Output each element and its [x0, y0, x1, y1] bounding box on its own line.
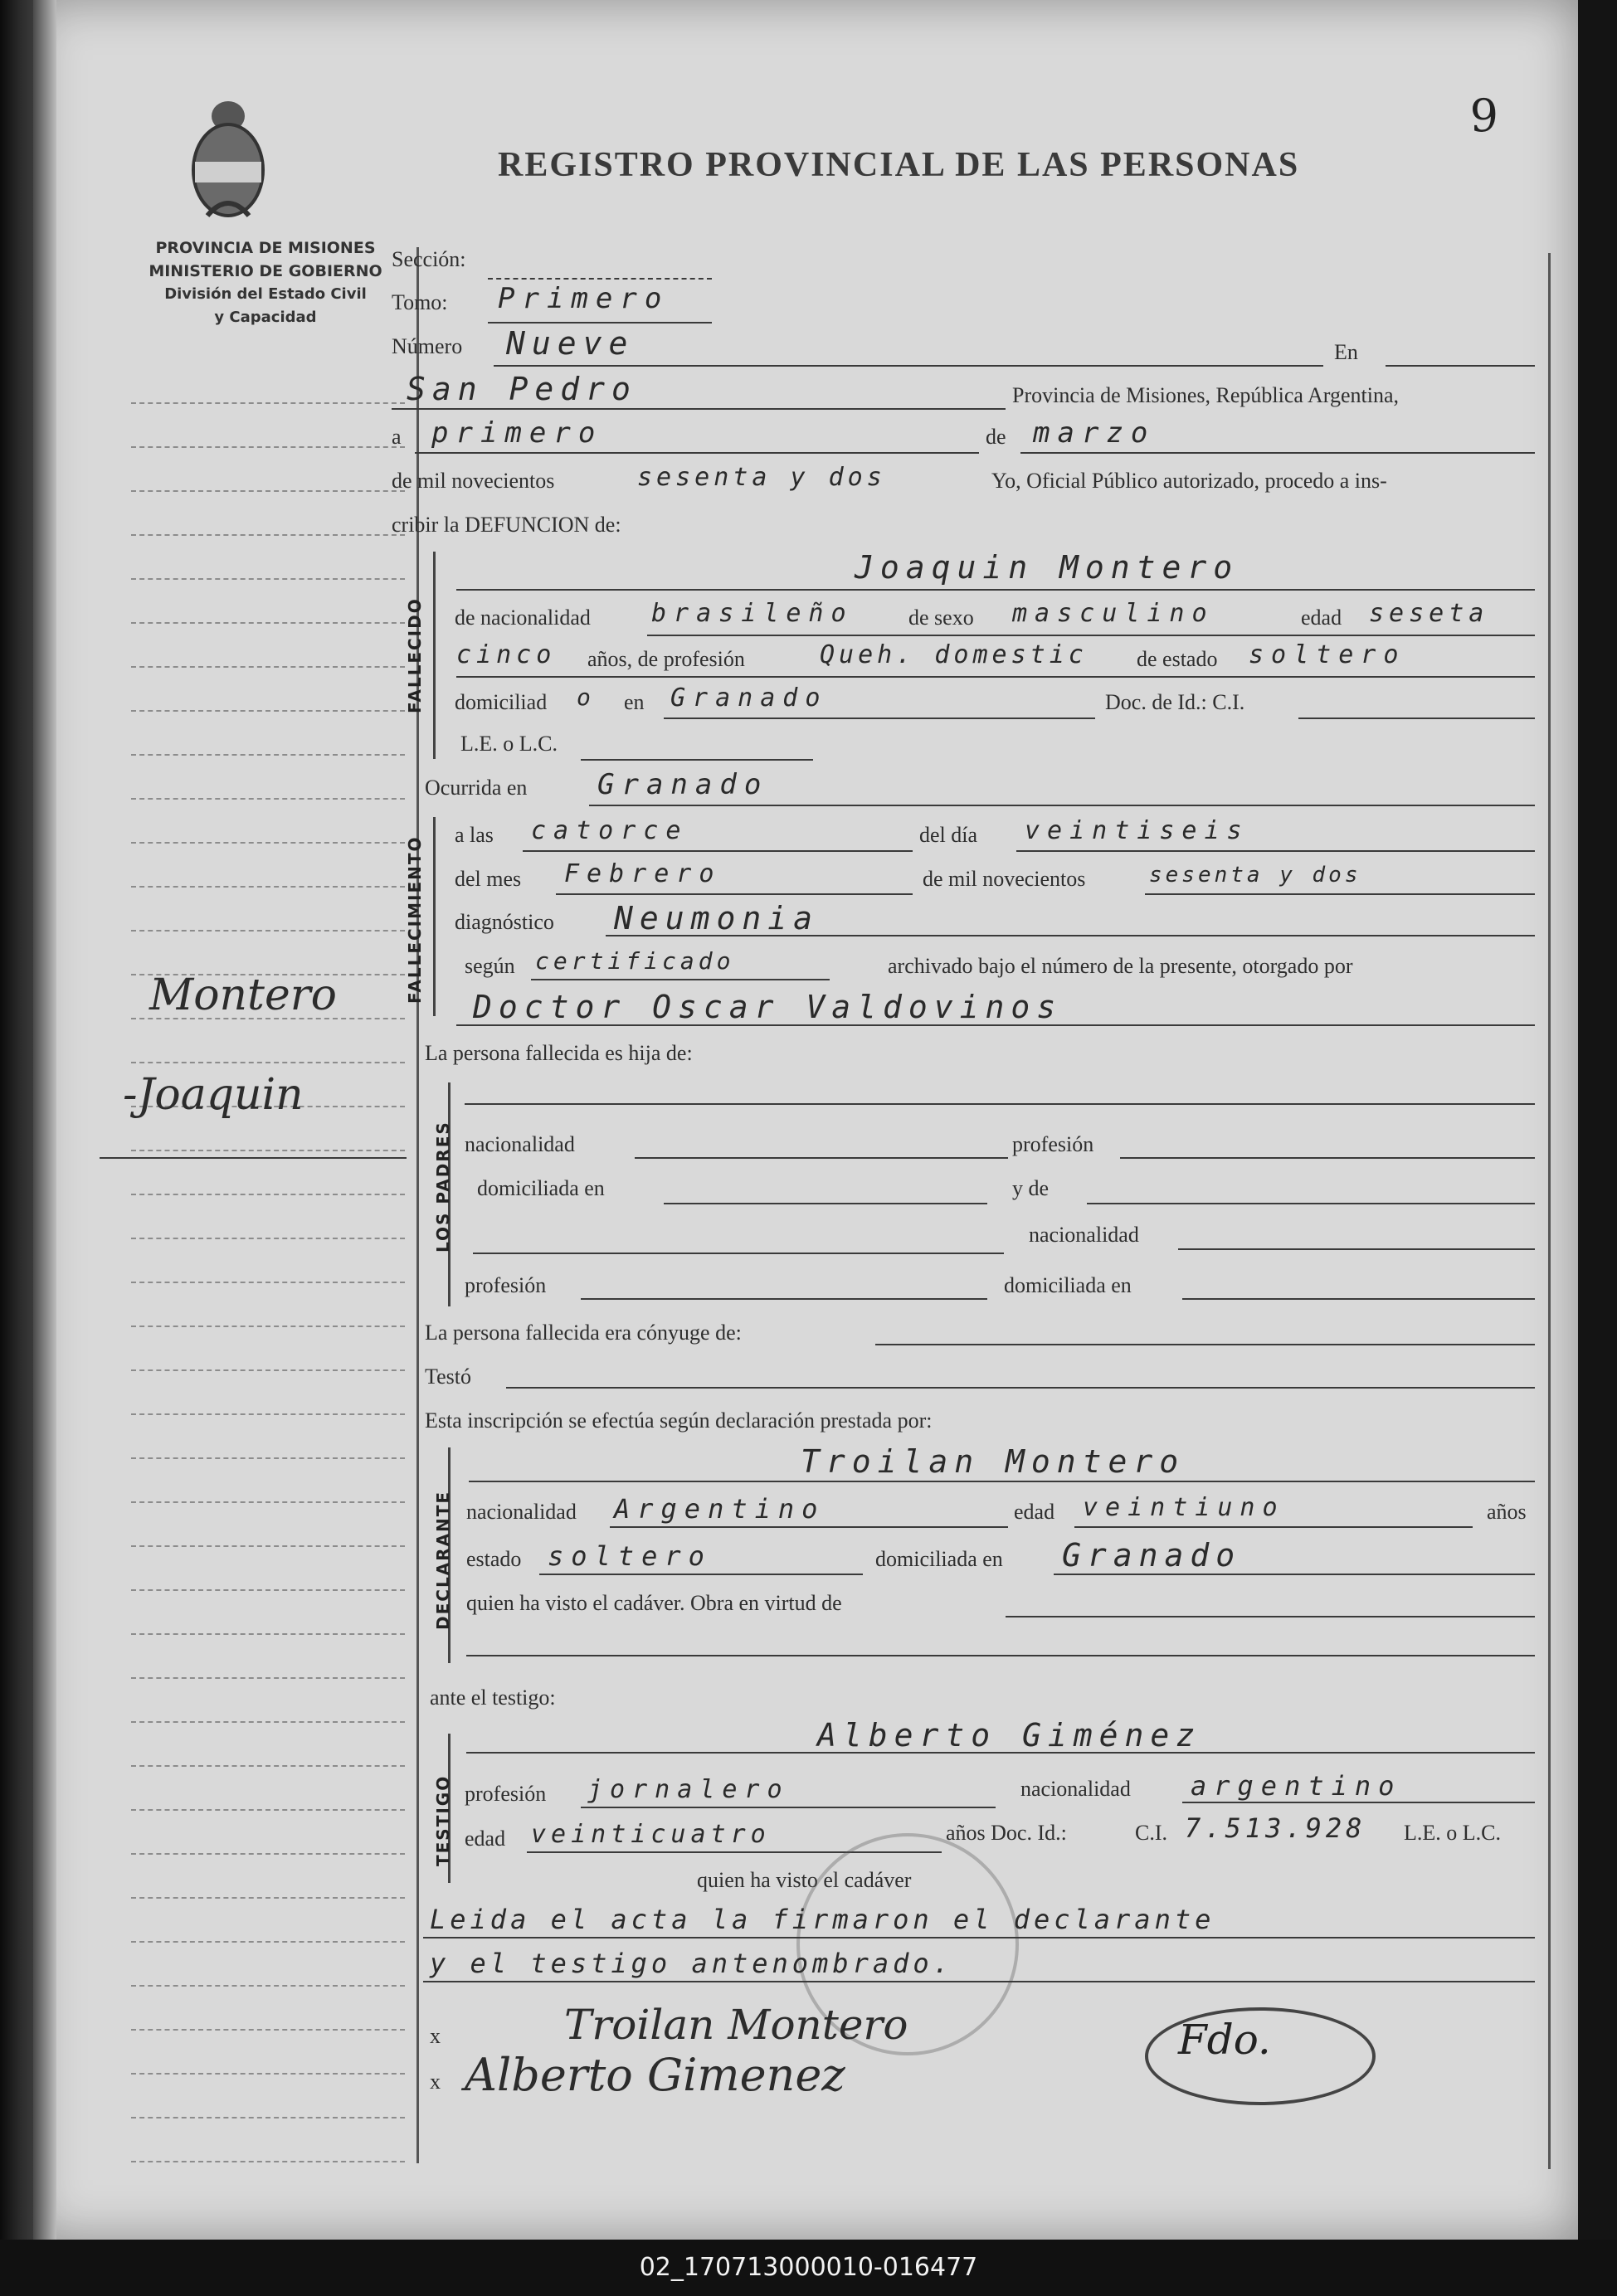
- en-label: En: [1334, 340, 1358, 364]
- margin-ruled-line: [131, 930, 405, 932]
- fallecimiento-diagnostico-label: diagnóstico: [455, 910, 554, 934]
- madre-dom-line: [1182, 1298, 1535, 1300]
- fallecimiento-bracket: [433, 817, 436, 1016]
- numero-line: [494, 365, 1323, 367]
- margin-ruled-line: [131, 1369, 405, 1371]
- fallecimiento-hora: catorce: [531, 816, 689, 845]
- fallecimiento-diagnostico: Neumonia: [614, 900, 820, 936]
- testigo-name-line: [466, 1752, 1535, 1754]
- declarante-edad: veintiuno: [1083, 1493, 1285, 1522]
- document-page: [33, 0, 1578, 2240]
- declarante-estado-label: estado: [466, 1547, 522, 1571]
- form-right-rule: [1548, 253, 1551, 2169]
- declaracion-label: Esta inscripción se efectúa según declaración prestada por:: [425, 1408, 933, 1433]
- margin-ruled-line: [131, 2073, 405, 2075]
- margin-ruled-line: [131, 1985, 405, 1987]
- margin-ruled-line: [131, 2161, 405, 2162]
- inscribir-text: cribir la DEFUNCION de:: [392, 513, 621, 537]
- fallecido-section-label: FALLECIDO: [405, 597, 425, 713]
- margin-ruled-line: [131, 1633, 405, 1635]
- declarante-visto-text: quien ha visto el cadáver. Obra en virtud de: [466, 1591, 842, 1615]
- fallecimiento-section-label: FALLECIMIENTO: [405, 835, 425, 1004]
- conyuge-line: [875, 1344, 1535, 1345]
- testigo-anos-doc-label: años Doc. Id.:: [946, 1821, 1067, 1845]
- issuer-line-2: MINISTERIO DE GOBIERNO: [149, 262, 382, 280]
- margin-ruled-line: [131, 754, 405, 756]
- testigo-nacionalidad-label: nacionalidad: [1020, 1777, 1131, 1801]
- margin-ruled-line: [131, 402, 405, 404]
- margin-ruled-line: [131, 1238, 405, 1239]
- doctor-line: [456, 1024, 1535, 1026]
- fallecido-nacionalidad: brasileño: [651, 599, 854, 628]
- fallecido-sexo: masculino: [1012, 599, 1215, 628]
- testigo-intro: ante el testigo:: [430, 1686, 556, 1710]
- fallecido-le-line: [581, 759, 813, 761]
- declarante-nacionalidad: Argentino: [614, 1493, 826, 1525]
- margin-ruled-line: [131, 1809, 405, 1811]
- fallecido-edad-2: cinco: [456, 640, 557, 669]
- de-mil-label: de mil novecientos: [392, 469, 555, 493]
- margin-underline: [100, 1157, 407, 1159]
- declarante-section-label: DECLARANTE: [433, 1490, 453, 1630]
- official-signature: Fdo.: [1178, 2016, 1271, 2064]
- closing-line-2: y el testigo antenombrado.: [430, 1948, 953, 1979]
- testigo-ci-value: 7.513.928: [1185, 1812, 1366, 1844]
- testigo-ci-label: C.I.: [1135, 1821, 1167, 1845]
- margin-ruled-line: [131, 666, 405, 668]
- ocurrida-value: Granado: [597, 768, 769, 801]
- margin-ruled-line: [131, 1413, 405, 1415]
- testigo-name: Alberto Giménez: [817, 1717, 1202, 1754]
- signature-declarante: Troilan Montero: [564, 2001, 908, 2049]
- margin-surname: Montero: [149, 970, 337, 1020]
- fallecido-name: Joaquin Montero: [855, 549, 1240, 586]
- margin-ruled-line: [131, 886, 405, 888]
- padres-profesion-label: profesión: [1012, 1132, 1094, 1156]
- numero-value: Nueve: [506, 325, 635, 362]
- margin-ruled-line: [131, 1941, 405, 1943]
- padres-domiciliada-label: domiciliada en: [477, 1176, 605, 1200]
- tomo-value: Primero: [498, 282, 670, 315]
- testigo-edad-label: edad: [465, 1827, 506, 1851]
- margin-ruled-line: [131, 578, 405, 580]
- declarante-domiciliada-label: domiciliada en: [875, 1547, 1003, 1571]
- fallecido-estado-label: de estado: [1137, 647, 1218, 671]
- fallecido-anos-profesion-label: años, de profesión: [587, 647, 745, 671]
- fallecido-profesion: Queh. domestic: [820, 640, 1088, 669]
- image-id-footer: 02_170713000010-016477: [0, 2240, 1617, 2296]
- declarante-dom-line: [1054, 1574, 1535, 1575]
- fallecido-name-line: [456, 589, 1535, 591]
- mes-value: marzo: [1033, 416, 1156, 450]
- testo-label: Testó: [425, 1364, 471, 1389]
- fallecido-nacionalidad-label: de nacionalidad: [455, 606, 591, 630]
- madre-nac-line: [1178, 1248, 1535, 1250]
- declarante-nacionalidad-label: nacionalidad: [466, 1500, 577, 1524]
- tomo-label: Tomo:: [392, 290, 448, 314]
- signature-mark-1: x: [430, 2024, 441, 2048]
- fallecido-domicilio-line: [664, 718, 1095, 719]
- padres-domiciliada2-label: domiciliada en: [1004, 1273, 1132, 1297]
- fallecido-domiciliado-suffix: o: [577, 683, 598, 711]
- segun-line: [531, 979, 830, 980]
- place-line: [392, 408, 1006, 410]
- testigo-nacionalidad: argentino: [1191, 1770, 1402, 1802]
- padres-intro: La persona fallecida es hija de:: [425, 1041, 693, 1065]
- margin-ruled-line: [131, 1326, 405, 1327]
- madre-prof-line: [581, 1298, 987, 1300]
- margin-ruled-line: [131, 446, 405, 448]
- closing-line-1: Leida el acta la firmaron el declarante: [430, 1904, 1215, 1935]
- en-line: [1386, 365, 1535, 367]
- fallecido-estado: soltero: [1249, 640, 1406, 669]
- padres-section-label: LOS PADRES: [433, 1121, 453, 1253]
- margin-ruled-line: [131, 1677, 405, 1679]
- testigo-prof-line: [581, 1807, 996, 1808]
- margin-ruled-line: [131, 1589, 405, 1591]
- margin-ruled-line: [131, 1062, 405, 1063]
- padre-name-line: [465, 1103, 1535, 1105]
- closing-rule-2: [423, 1981, 1535, 1982]
- signature-testigo: Alberto Gimenez: [465, 2049, 845, 2101]
- margin-ruled-line: [131, 2029, 405, 2031]
- margin-ruled-line: [131, 1194, 405, 1195]
- padres-nacionalidad2-label: nacionalidad: [1029, 1223, 1139, 1247]
- document-title: REGISTRO PROVINCIAL DE LAS PERSONAS: [498, 146, 1300, 184]
- fallecimiento-anio: sesenta y dos: [1149, 863, 1361, 888]
- margin-ruled-line: [131, 710, 405, 712]
- declarante-name: Troilan Montero: [801, 1443, 1186, 1480]
- margin-ruled-line: [131, 490, 405, 492]
- declarante-edad-line: [1074, 1526, 1473, 1528]
- margin-ruled-line: [131, 842, 405, 844]
- margin-ruled-line: [131, 1545, 405, 1547]
- fallecido-le-label: L.E. o L.C.: [460, 732, 558, 756]
- fallecido-domicilio: Granado: [670, 683, 828, 713]
- fallecimiento-delmes-label: del mes: [455, 867, 522, 891]
- testo-line: [506, 1387, 1535, 1389]
- margin-ruled-line: [131, 1765, 405, 1767]
- fallecimiento-dia: veintiseis: [1025, 816, 1249, 845]
- margin-ruled-line: [131, 2117, 405, 2118]
- de-label: de: [986, 425, 1006, 449]
- fallecido-bracket: [433, 552, 436, 759]
- fallecido-edad-1: seseta: [1369, 599, 1489, 628]
- fallecido-doc-line: [1298, 718, 1535, 719]
- padre-prof-line: [1120, 1157, 1535, 1159]
- issuer-header: [124, 236, 407, 329]
- margin-ruled-line: [131, 534, 405, 536]
- declarante-estado: soltero: [548, 1540, 712, 1572]
- padres-profesion2-label: profesión: [465, 1273, 547, 1297]
- dia-value: primero: [431, 416, 603, 450]
- fallecido-en-label: en: [624, 690, 645, 714]
- declarante-estado-line: [539, 1574, 863, 1575]
- numero-label: Número: [392, 334, 463, 358]
- ocurrida-line: [589, 805, 1535, 806]
- fallecimiento-demil-label: de mil novecientos: [923, 867, 1086, 891]
- fallecimiento-deldia-label: del día: [919, 823, 978, 847]
- issuer-line-4: y Capacidad: [214, 309, 317, 326]
- coat-of-arms-icon: [183, 91, 274, 224]
- anio-fall-line: [1145, 893, 1535, 895]
- fallecido-doc-label: Doc. de Id.: C.I.: [1105, 690, 1245, 714]
- margin-given-name: -Joaquin: [123, 1070, 304, 1120]
- margin-ruled-line: [131, 798, 405, 800]
- fallecido-sexo-label: de sexo: [908, 606, 974, 630]
- declarante-extra-line: [466, 1655, 1535, 1656]
- margin-ruled-line: [131, 1853, 405, 1855]
- declarante-edad-label: edad: [1014, 1500, 1055, 1524]
- declarante-anos-label: años: [1487, 1500, 1527, 1524]
- signature-mark-2: x: [430, 2070, 441, 2094]
- margin-ruled-line: [131, 622, 405, 624]
- margin-ruled-line: [131, 1721, 405, 1723]
- hora-line: [523, 850, 913, 852]
- padres-yde-label: y de: [1012, 1176, 1050, 1200]
- a-label: a: [392, 425, 402, 449]
- testigo-edad: veinticuatro: [531, 1820, 771, 1849]
- madre-extra-line: [473, 1253, 1004, 1254]
- madre-name-line: [1087, 1203, 1535, 1204]
- padre-dom-line: [664, 1203, 987, 1204]
- testigo-visto-text: quien ha visto el cadáver: [697, 1868, 912, 1892]
- fallecido-row2-line: [456, 676, 1535, 678]
- mes-line: [1020, 452, 1535, 454]
- fallecido-edad-label: edad: [1301, 606, 1342, 630]
- declarante-domicilio: Granado: [1062, 1537, 1242, 1574]
- fallecimiento-doctor: Doctor Oscar Valdovinos: [473, 989, 1063, 1025]
- declarante-nac-line: [610, 1526, 1008, 1528]
- conyuge-label: La persona fallecida era cónyuge de:: [425, 1321, 742, 1345]
- seccion-label: Sección:: [392, 247, 466, 271]
- dia-fall-line: [1016, 850, 1535, 852]
- margin-ruled-line: [131, 1501, 405, 1503]
- fallecimiento-segun: certificado: [535, 947, 735, 975]
- margin-ruled-line: [131, 1282, 405, 1283]
- testigo-le-label: L.E. o L.C.: [1404, 1821, 1501, 1845]
- dia-line: [415, 452, 979, 454]
- issuer-line-1: PROVINCIA DE MISIONES: [155, 239, 376, 257]
- fallecido-domiciliado-label: domiciliad: [455, 690, 548, 714]
- fallecido-row1-line: [647, 635, 1535, 636]
- issuer-line-3: División del Estado Civil: [164, 285, 367, 303]
- testigo-section-label: TESTIGO: [433, 1774, 453, 1866]
- tomo-line: [488, 322, 712, 323]
- oficial-text: Yo, Oficial Público autorizado, procedo a ins-: [991, 469, 1387, 493]
- margin-ruled-line: [131, 1150, 405, 1151]
- provincia-text: Provincia de Misiones, República Argentina,: [1012, 383, 1399, 407]
- margin-ruled-line: [131, 1457, 405, 1459]
- margin-ruled-line: [131, 1897, 405, 1899]
- diagnostico-line: [606, 935, 1535, 936]
- book-binding: [0, 0, 33, 2240]
- testigo-nac-line: [1182, 1802, 1535, 1803]
- declarante-name-line: [469, 1481, 1535, 1482]
- fallecimiento-alas-label: a las: [455, 823, 494, 847]
- place-value: San Pedro: [407, 371, 637, 407]
- fallecimiento-mes: Febrero: [564, 859, 722, 888]
- testigo-profesion: jornalero: [587, 1775, 790, 1804]
- fallecimiento-archivado-text: archivado bajo el número de la presente, otorgado por: [888, 954, 1353, 978]
- seccion-line: [488, 278, 712, 280]
- fallecimiento-segun-label: según: [465, 954, 515, 978]
- declarante-obra-line: [1006, 1616, 1535, 1617]
- anio-value: sesenta y dos: [637, 463, 886, 492]
- mes-fall-line: [556, 893, 913, 895]
- ocurrida-label: Ocurrida en: [425, 776, 528, 800]
- padres-nacionalidad-label: nacionalidad: [465, 1132, 575, 1156]
- padre-nac-line: [635, 1157, 1008, 1159]
- closing-rule-1: [423, 1937, 1535, 1938]
- page-number: 9: [1469, 90, 1498, 142]
- testigo-profesion-label: profesión: [465, 1782, 547, 1806]
